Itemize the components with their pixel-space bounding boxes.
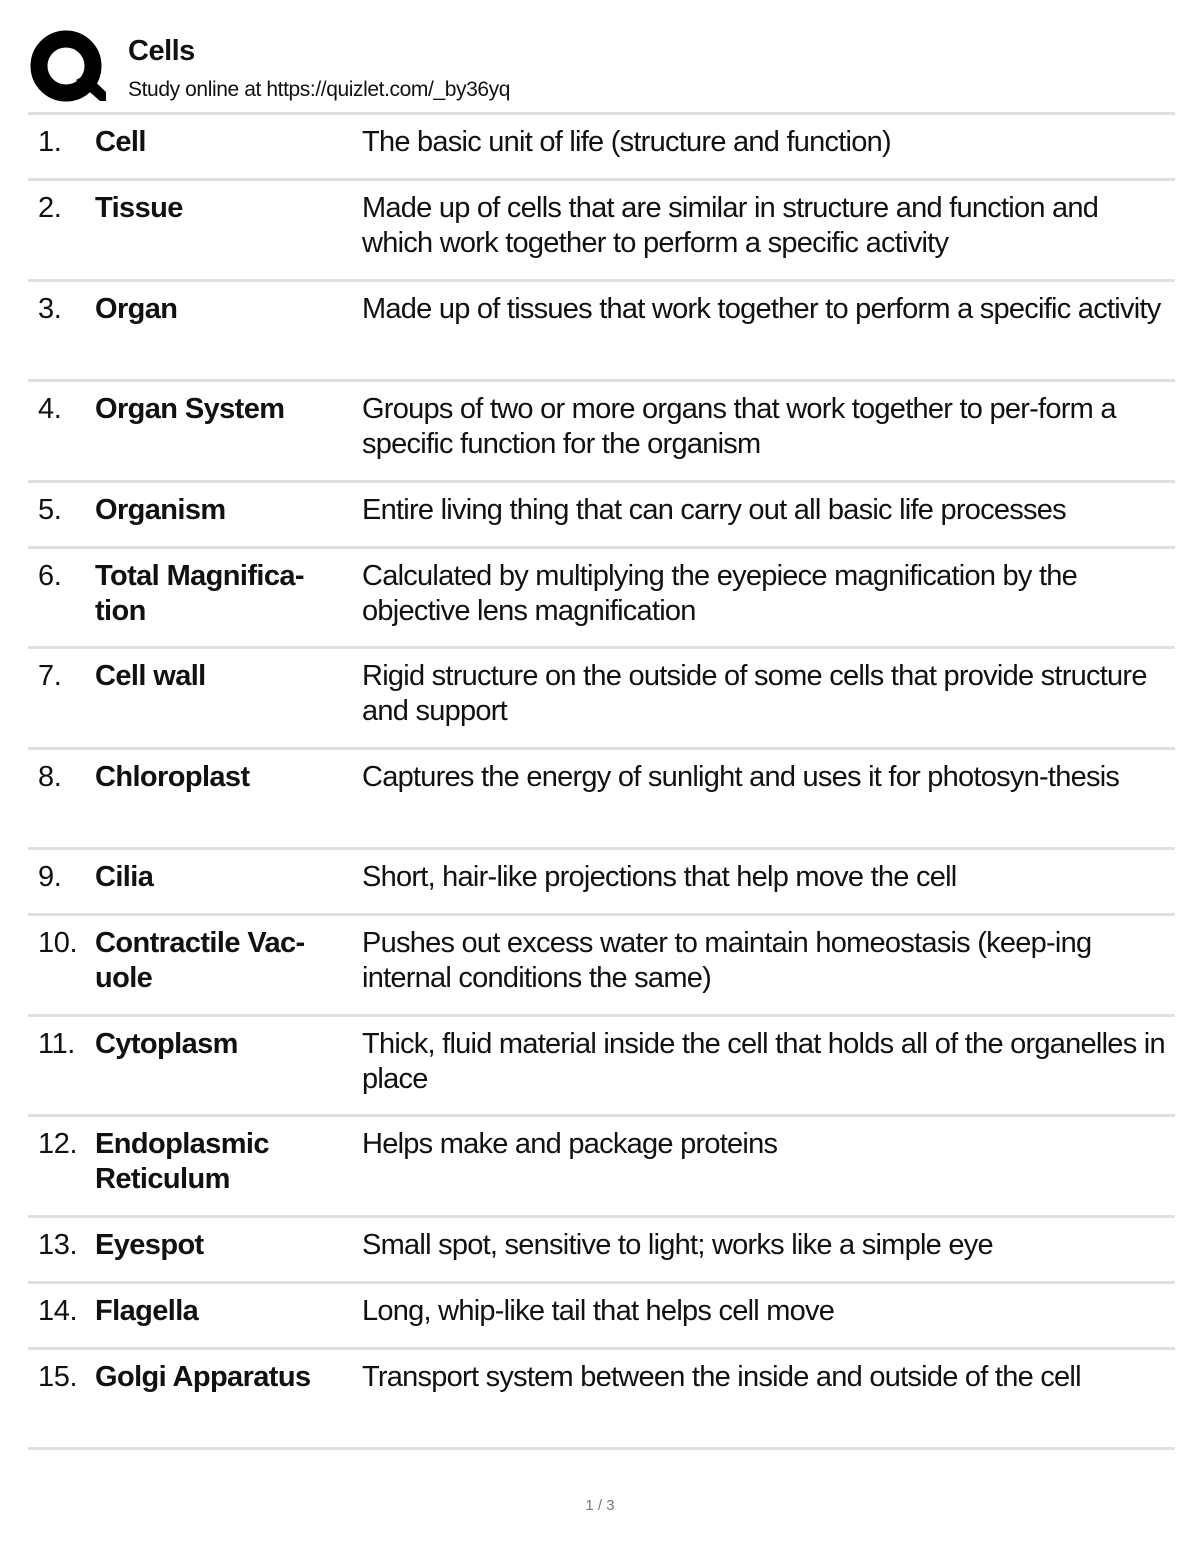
table-row <box>28 181 1175 282</box>
page-title: Cells <box>128 35 195 67</box>
term-number: 6. <box>38 559 62 592</box>
term-name: Cell wall <box>95 660 206 692</box>
term-name: Organ <box>95 292 178 325</box>
table-row <box>28 115 1175 181</box>
term-number: 7. <box>38 660 62 692</box>
term-name: Cell <box>95 126 146 158</box>
table-row <box>28 916 1175 1017</box>
term-name: Organ System <box>95 393 285 425</box>
term-number: 5. <box>38 493 62 526</box>
term-number: 10. <box>38 927 78 959</box>
term-number: 14. <box>38 1294 78 1327</box>
table-row <box>28 649 1175 750</box>
term-name: Cytoplasm <box>95 1027 238 1060</box>
table-row <box>28 1017 1175 1118</box>
table-row <box>28 382 1175 483</box>
term-definition: Calculated by multiplying the eyepiece magnification by the objective lens magnification <box>362 559 1078 627</box>
table-row <box>28 282 1175 383</box>
term-name: Total Magnifica-tion <box>95 559 304 627</box>
term-number: 11. <box>38 1027 75 1060</box>
term-number: 12. <box>38 1128 78 1160</box>
quizlet-logo-icon <box>30 30 106 106</box>
term-definition: The basic unit of life (structure and function) <box>362 126 891 158</box>
term-definition: Long, whip-like tail that helps cell move <box>362 1294 835 1327</box>
term-definition: Short, hair-like projections that help move the cell <box>362 861 957 893</box>
term-definition: Groups of two or more organs that work together to per-form a specific function for the organism <box>362 393 1116 460</box>
term-name: Endoplasmic Reticulum <box>95 1128 269 1195</box>
study-online-link[interactable]: Study online at https://quizlet.com/_by36yq <box>128 78 511 101</box>
term-name: Flagella <box>95 1294 199 1327</box>
term-definition: Transport system between the inside and outside of the cell <box>362 1360 1081 1393</box>
table-row <box>28 1284 1175 1350</box>
table-row <box>28 1117 1175 1218</box>
term-number: 9. <box>38 861 62 893</box>
term-number: 8. <box>38 760 62 793</box>
table-row <box>28 1350 1175 1451</box>
term-number: 4. <box>38 393 62 425</box>
term-definition: Entire living thing that can carry out all basic life processes <box>362 493 1066 526</box>
term-name: Cilia <box>95 861 154 893</box>
table-row <box>28 483 1175 549</box>
term-definition: Small spot, sensitive to light; works like a simple eye <box>362 1228 993 1261</box>
term-number: 3. <box>38 292 62 325</box>
table-row <box>28 750 1175 851</box>
terms-table <box>28 115 1175 1450</box>
term-number: 1. <box>38 126 62 158</box>
term-definition: Rigid structure on the outside of some cells that provide structure and support <box>362 660 1147 727</box>
term-definition: Made up of cells that are similar in structure and function and which work together to perform a specific activity <box>362 192 1099 259</box>
term-number: 2. <box>38 192 62 224</box>
page-number: 1 / 3 <box>585 1497 615 1514</box>
term-name: Organism <box>95 493 226 526</box>
term-definition: Made up of tissues that work together to perform a specific activity <box>362 292 1161 325</box>
term-name: Chloroplast <box>95 760 250 793</box>
document-header <box>30 30 1175 112</box>
table-row <box>28 850 1175 916</box>
term-name: Tissue <box>95 192 183 224</box>
table-row <box>28 549 1175 650</box>
term-name: Contractile Vac-uole <box>95 927 305 994</box>
term-name: Eyespot <box>95 1228 204 1261</box>
term-number: 13. <box>38 1228 78 1261</box>
term-definition: Pushes out excess water to maintain homeostasis (keep-ing internal conditions the same) <box>362 927 1092 994</box>
table-row <box>28 1218 1175 1284</box>
term-definition: Thick, fluid material inside the cell that holds all of the organelles in place <box>362 1027 1165 1095</box>
term-number: 15. <box>38 1360 78 1393</box>
term-definition: Helps make and package proteins <box>362 1128 778 1160</box>
term-definition: Captures the energy of sunlight and uses it for photosyn-thesis <box>362 760 1120 793</box>
term-name: Golgi Apparatus <box>95 1360 311 1393</box>
